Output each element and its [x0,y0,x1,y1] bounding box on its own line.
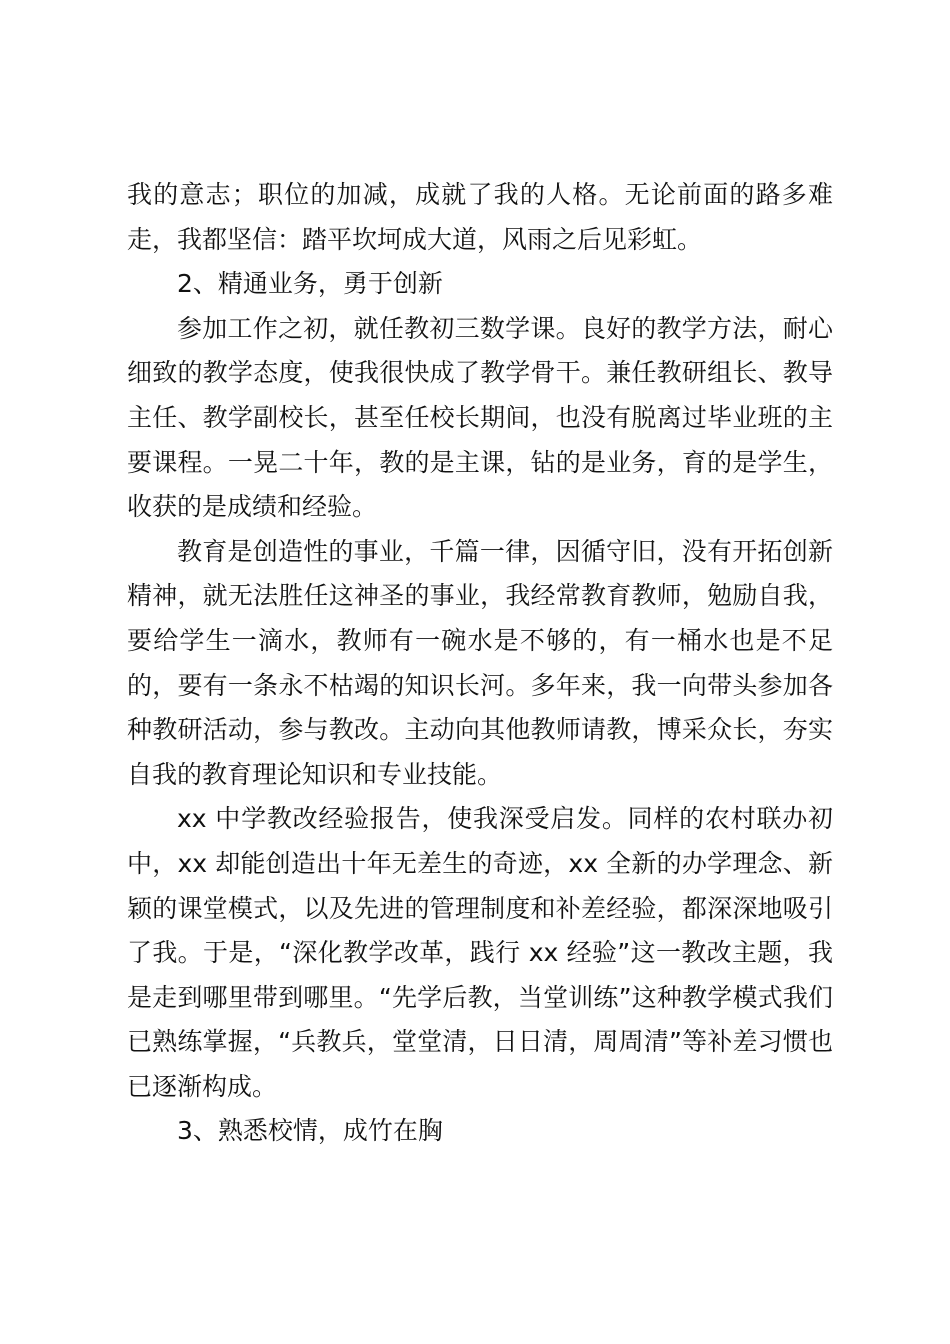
paragraph: xx 中学教改经验报告，使我深受启发。同样的农村联办初中，xx 却能创造出十年无差生的奇迹，xx 全新的办学理念、新颖的课堂模式，以及先进的管理制度和补差经验，都深深地吸引了我。于是，“深化教学改革，践行 xx 经验”这一教改主题，我是走到哪里带到哪里。“先学后教，当堂训练”这种教学模式我们已熟练掌握，“兵教兵，堂堂清，日日清，周周清”等补差习惯也已逐渐构成。 [127,804,833,1101]
paragraph-continuation: 我的意志；职位的加减，成就了我的人格。无论前面的路多难走，我都坚信：踏平坎坷成大道，风雨之后见彩虹。 [127,180,833,254]
paragraph: 参加工作之初，就任教初三数学课。良好的教学方法，耐心细致的教学态度，使我很快成了教学骨干。兼任教研组长、教导主任、教学副校长，甚至任校长期间，也没有脱离过毕业班的主要课程。一晃二十年，教的是主课，钻的是业务，育的是学生，收获的是成绩和经验。 [127,313,833,522]
section-heading-2: 2、精通业务，勇于创新 [177,269,443,299]
section-heading-3: 3、熟悉校情，成竹在胸 [177,1116,443,1146]
document-body [127,173,833,1154]
paragraph: 教育是创造性的事业，千篇一律，因循守旧，没有开拓创新精神，就无法胜任这神圣的事业，我经常教育教师，勉励自我，要给学生一滴水，教师有一碗水是不够的，有一桶水也是不足的，要有一条永不枯竭的知识长河。多年来，我一向带头参加各种教研活动，参与教改。主动向其他教师请教，博采众长，夯实自我的教育理论知识和专业技能。 [127,536,833,789]
